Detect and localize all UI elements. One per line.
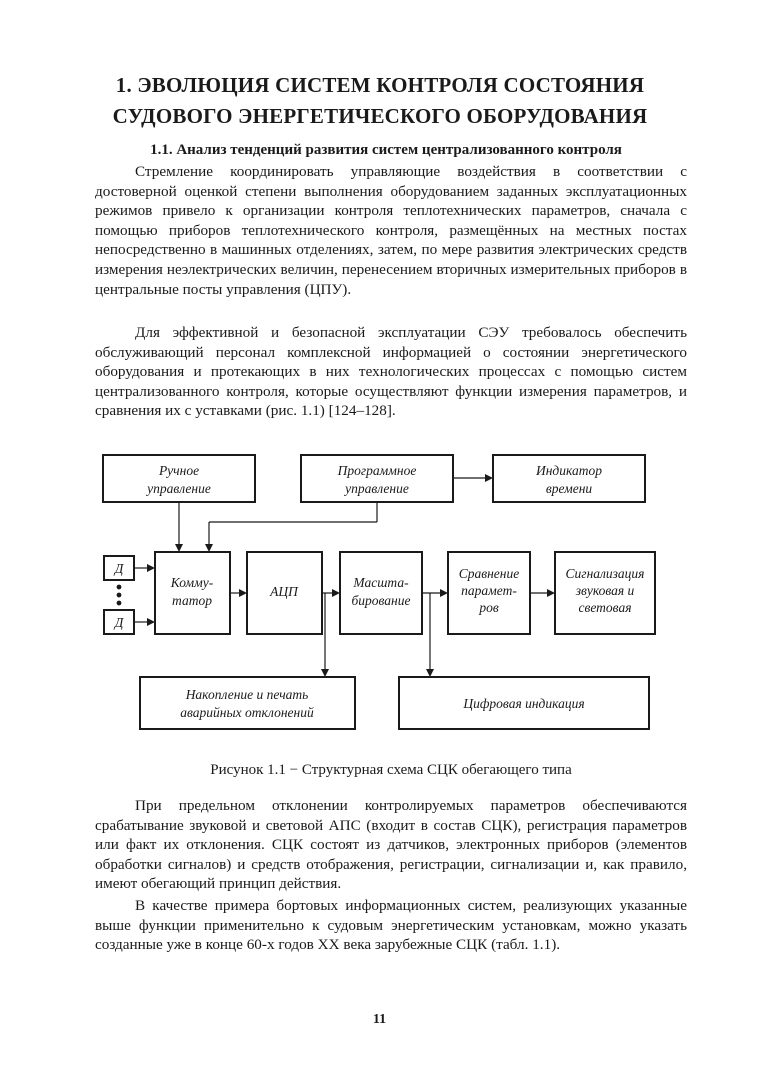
sensor-label-bottom: Д xyxy=(114,615,124,630)
signaling-label-1: Сигнализация xyxy=(565,566,645,581)
chapter-title-line-2: СУДОВОГО ЭНЕРГЕТИЧЕСКОГО ОБОРУДОВАНИЯ xyxy=(112,104,648,128)
time-indicator-label-1: Индикатор xyxy=(535,463,603,478)
digital-display-label: Цифровая индикация xyxy=(463,696,585,711)
adc-box xyxy=(247,552,322,634)
digital-display-box xyxy=(399,677,649,729)
accumulation-label-2: аварийных отклонений xyxy=(180,705,314,720)
manual-control-label-2: управление xyxy=(147,481,211,496)
comparison-label-3: ров xyxy=(479,600,499,615)
commutator-label-1: Комму- xyxy=(170,575,214,590)
sensor-ellipsis xyxy=(117,585,122,606)
manual-control-label-1: Ручное xyxy=(158,463,200,478)
page-number: 11 xyxy=(372,1012,387,1027)
program-control-box xyxy=(301,455,453,502)
chapter-title xyxy=(60,70,700,132)
accumulation-box xyxy=(140,677,355,729)
program-control-label-1: Программное xyxy=(337,463,417,478)
program-control-label-2: управление xyxy=(345,481,409,496)
sensor-label-top: Д xyxy=(114,561,124,576)
sensor-box-top xyxy=(104,556,134,580)
signaling-box xyxy=(555,552,655,634)
block-diagram xyxy=(0,440,759,752)
comparison-box xyxy=(448,552,530,634)
manual-control-box xyxy=(103,455,255,502)
chapter-title-line-1: 1. ЭВОЛЮЦИЯ СИСТЕМ КОНТРОЛЯ СОСТОЯНИЯ xyxy=(115,73,645,97)
paragraph-2: Для эффективной и безопасной эксплуатации СЭУ требовалось обеспечить обслуживающий персонал комплексной информацией о состоянии энергетического оборудования и протекающих в них технологических процессах с помощью систем централизованного контроля, которые осуществляют функции измерения параметров, и сравнения их с уставками (рис. 1.1) [124–128]. xyxy=(95,324,687,420)
figure-caption: Рисунок 1.1 − Структурная схема СЦК обегающего типа xyxy=(210,762,572,778)
comparison-label-1: Сравнение xyxy=(458,566,520,581)
signaling-label-3: световая xyxy=(578,600,632,615)
time-indicator-box xyxy=(493,455,645,502)
sensor-box-bottom xyxy=(104,610,134,634)
time-indicator-label-2: времени xyxy=(545,481,593,496)
commutator-label-2: татор xyxy=(172,593,212,608)
adc-label: АЦП xyxy=(270,584,298,599)
signaling-label-2: звуковая и xyxy=(575,583,635,598)
scaling-box xyxy=(340,552,422,634)
commutator-box xyxy=(155,552,230,634)
paragraph-3: При предельном отклонении контролируемых параметров обеспечиваются срабатывание звуковой и световой АПС (входит в состав СЦК), регистрация параметров или факт их отклонения. СЦК состоят из датчиков, электронных приборов (элементов обработки сигналов) и средств отображения, регистрации, сигнализации и, как правило, имеют обегающий принцип действия. xyxy=(95,797,687,893)
paragraph-4: В качестве примера бортовых информационных систем, реализующих указанные выше функции применительно к судовым энергетическим установкам, можно указать созданные уже в конце 60-х годов XX века зарубежные СЦК (табл. 1.1). xyxy=(95,897,687,954)
scaling-label-2: бирование xyxy=(351,593,411,608)
scaling-label-1: Масшта- xyxy=(353,575,409,590)
section-title: 1.1. Анализ тенденций развития систем централизованного контроля xyxy=(150,142,622,158)
comparison-label-2: парамет- xyxy=(461,583,517,598)
accumulation-label-1: Накопление и печать xyxy=(185,687,309,702)
paragraph-1: Стремление координировать управляющие воздействия в соответствии с достоверной оценкой степени выполнения оборудованием заданных эксплуатационных режимов привело к организации контроля теплотехнических параметров, сначала с помощью приборов теплотехнического контроля, размещённых на местных постах непосредственно в машинных отделениях, затем, по мере развития электрических средств измерения неэлектрических величин, перенесением вторичных измерительных приборов в центральные посты управления (ЦПУ). xyxy=(95,163,687,298)
